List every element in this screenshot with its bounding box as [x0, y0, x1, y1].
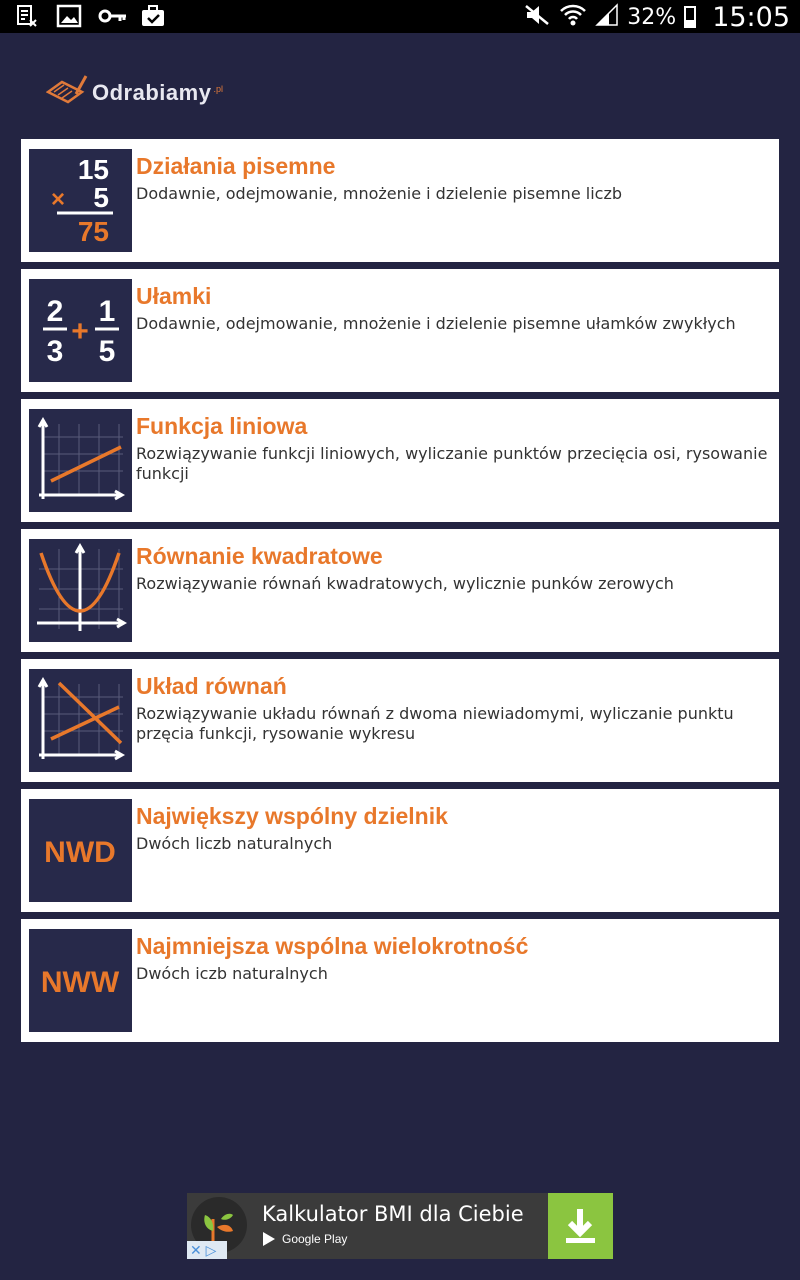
nwd-icon: [29, 799, 132, 902]
item-description: Dwóch iczb naturalnych: [136, 964, 328, 983]
briefcase-icon: [140, 4, 168, 28]
linear-function-graph-icon: [29, 409, 132, 512]
battery-percent: 32%: [627, 4, 677, 30]
item-description: Rozwiązywanie równań kwadratowych, wylicznie punków zerowych: [136, 574, 674, 593]
logo-suffix: .pl: [213, 83, 223, 94]
google-play-badge: [262, 1231, 347, 1247]
nww-icon: [29, 929, 132, 1032]
calculator-list: [21, 139, 779, 1049]
play-store-icon: [262, 1231, 276, 1247]
thumb-denominator-1: 3: [46, 335, 64, 368]
signal-icon: [595, 3, 619, 32]
item-title: Największy wspólny dzielnik: [136, 803, 448, 829]
item-title: Układ równań: [136, 673, 287, 699]
download-icon: [548, 1193, 613, 1259]
thumb-result: 75: [77, 216, 109, 247]
ad-close-icon[interactable]: ✕ ▷: [187, 1241, 227, 1259]
item-title: Najmniejsza wspólna wielokrotność: [136, 933, 529, 959]
item-description: Dodawnie, odejmowanie, mnożenie i dzielenie pisemne liczb: [136, 184, 622, 203]
thumb-operator: ×: [50, 186, 65, 213]
item-title: Równanie kwadratowe: [136, 543, 383, 569]
image-icon: [56, 4, 84, 28]
wifi-icon: [559, 2, 587, 33]
key-icon: [98, 4, 126, 28]
list-item-ulamki[interactable]: [21, 269, 779, 392]
system-of-equations-graph-icon: [29, 669, 132, 772]
notification-icon: [14, 4, 42, 28]
item-title: Funkcja liniowa: [136, 413, 308, 439]
parabola-graph-icon: [29, 539, 132, 642]
clock: 15:05: [712, 1, 790, 33]
thumb-numerator-2: 1: [98, 295, 116, 328]
logo-text: Odrabiamy: [92, 79, 212, 105]
battery-icon: [684, 6, 696, 28]
item-description: Rozwiązywanie układu równań z dwoma niewiadomymi, wyliczanie punktu przęcia funkcji, rysowanie wykresu: [136, 704, 734, 743]
app-logo: [46, 74, 223, 111]
download-button[interactable]: [548, 1193, 613, 1259]
item-description: Rozwiązywanie funkcji liniowych, wyliczanie punktów przecięcia osi, rysowanie funkcji: [136, 444, 768, 483]
item-title: Ułamki: [136, 283, 212, 309]
ad-title: Kalkulator BMI dla Ciebie: [262, 1202, 524, 1226]
list-item-nww[interactable]: [21, 919, 779, 1042]
item-description: Dodawnie, odejmowanie, mnożenie i dzielenie pisemne ułamków zwykłych: [136, 314, 736, 333]
status-bar: [0, 0, 800, 33]
list-item-rownanie-kwadratowe[interactable]: [21, 529, 779, 652]
thumb-numerator-1: 2: [46, 295, 64, 328]
mute-icon: [523, 3, 551, 32]
thumb-label: NWW: [40, 966, 120, 999]
thumb-plus: +: [71, 315, 89, 348]
list-item-uklad-rownan[interactable]: [21, 659, 779, 782]
ad-banner[interactable]: [187, 1193, 613, 1259]
fractions-icon: [29, 279, 132, 382]
list-item-nwd[interactable]: [21, 789, 779, 912]
pencil-notebook-icon: [46, 74, 90, 111]
thumb-denominator-2: 5: [98, 335, 116, 368]
list-item-dzialania-pisemne[interactable]: [21, 139, 779, 262]
item-description: Dwóch liczb naturalnych: [136, 834, 333, 853]
thumb-number-top: 15: [77, 154, 109, 185]
thumb-number-mid: 5: [93, 182, 109, 213]
thumb-label: NWD: [44, 836, 116, 869]
written-arithmetic-icon: [29, 149, 132, 252]
ad-store-label: Google Play: [282, 1232, 348, 1246]
item-title: Działania pisemne: [136, 153, 336, 179]
list-item-funkcja-liniowa[interactable]: [21, 399, 779, 522]
